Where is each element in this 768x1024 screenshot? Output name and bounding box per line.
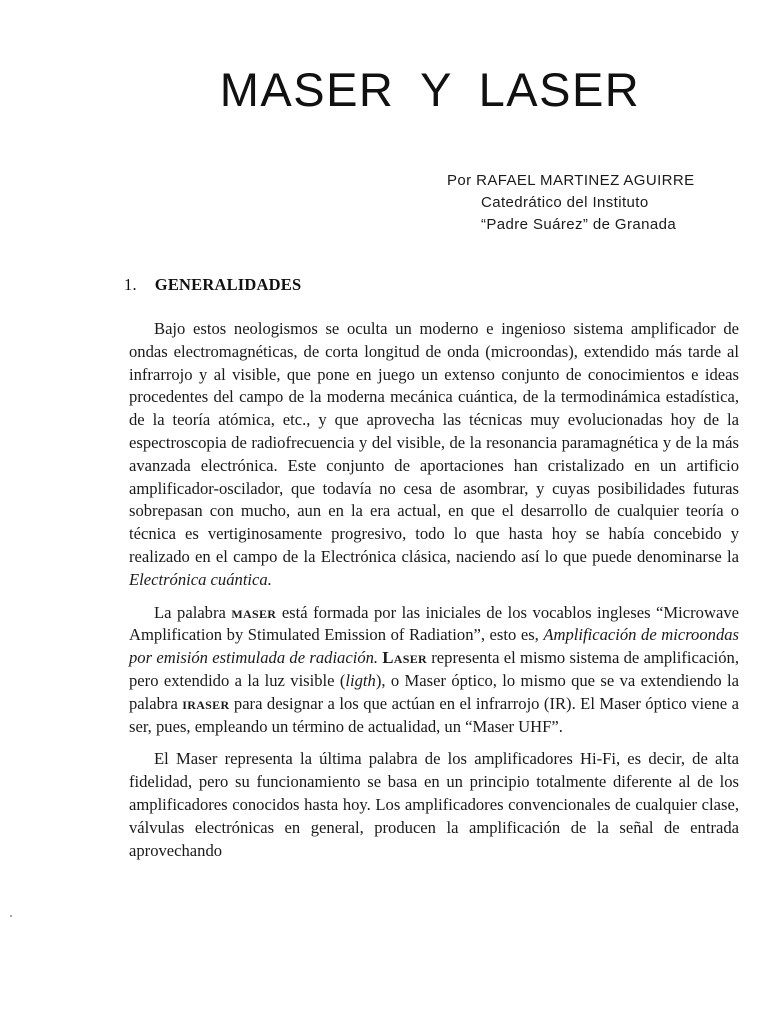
author-name: Por RAFAEL MARTINEZ AGUIRRE	[447, 172, 695, 189]
paragraph-2-text-e: para designar a los que actúan en el infrarrojo (IR). El Maser óptico viene a ser, pues, empleando un término de actualidad, un “Maser UHF”.	[129, 693, 739, 736]
paragraph-2-text-a: La palabra	[154, 602, 226, 622]
section-title: GENERALIDADES	[154, 275, 302, 294]
paragraph-1	[129, 318, 739, 592]
term-laser: Laser	[382, 648, 427, 668]
term-translation: Amplificación de microondas por emisión estimulada de radiación.	[129, 625, 739, 668]
author-byline	[447, 170, 695, 236]
paragraph-2	[129, 602, 739, 739]
paragraph-1-emphasis: Electrónica cuántica.	[129, 569, 272, 589]
section-number: 1.	[124, 275, 137, 294]
author-position: Catedrático del Instituto	[481, 194, 649, 211]
paragraph-3	[129, 748, 739, 862]
author-institution: “Padre Suárez” de Granada	[481, 216, 677, 233]
term-iraser: iraser	[182, 693, 230, 713]
scan-speck	[10, 915, 12, 917]
page-title: MASER Y LASER	[219, 63, 641, 116]
paragraph-2-text-b: está formada por las iniciales de los vocablos ingleses “Microwave Amplification by Stimulated Emission of Radiation”, esto es,	[129, 602, 739, 645]
term-ligth: ligth	[345, 670, 376, 690]
paragraph-1-text: Bajo estos neologismos se oculta un moderno e ingenioso sistema amplificador de ondas electromagnéticas, de corta longitud de onda (microondas), extendido más tarde al infrarrojo y al visible, que pone en juego un extenso conjunto de conocimientos e ideas procedentes del campo de la moderna mecánica cuántica, de la termodinámica estadística, de la teoría atómica, etc., y que aprovecha las técnicas muy evolucionadas hoy de la espectroscopia de radiofrecuencia y del visible, de la resonancia paramagnética y de la más avanzada electrónica. Este conjunto de aportaciones han cristalizado en un artificio amplificador-oscilador, que todavía no cesa de asombrar, y cuyas posibilidades futuras sobrepasan con mucho, aun en la era actual, en que el desarrollo de cualquier teoría o técnica es vertiginosamente progresivo, todo lo que hasta hoy se había concebido y realizado en el campo de la Electrónica clásica, naciendo así lo que puede denominarse la	[129, 319, 739, 566]
section-heading	[124, 275, 301, 295]
paragraph-2-text-d: ), o Maser óptico, lo mismo que se va extendiendo la palabra	[129, 670, 739, 713]
body-text	[129, 318, 739, 872]
paragraph-3-text: El Maser representa la última palabra de los amplificadores Hi-Fi, es decir, de alta fidelidad, pero su funcionamiento se basa en un principio totalmente diferente al de los amplificadores conocidos hasta hoy. Los amplificadores convencionales de cualquier clase, válvulas electrónicas en general, producen la amplificación de la señal de entrada aprovechando	[129, 749, 739, 860]
term-maser: maser	[231, 602, 277, 622]
paragraph-2-text-c: representa el mismo sistema de amplificación, pero extendido a la luz visible (	[129, 648, 739, 690]
